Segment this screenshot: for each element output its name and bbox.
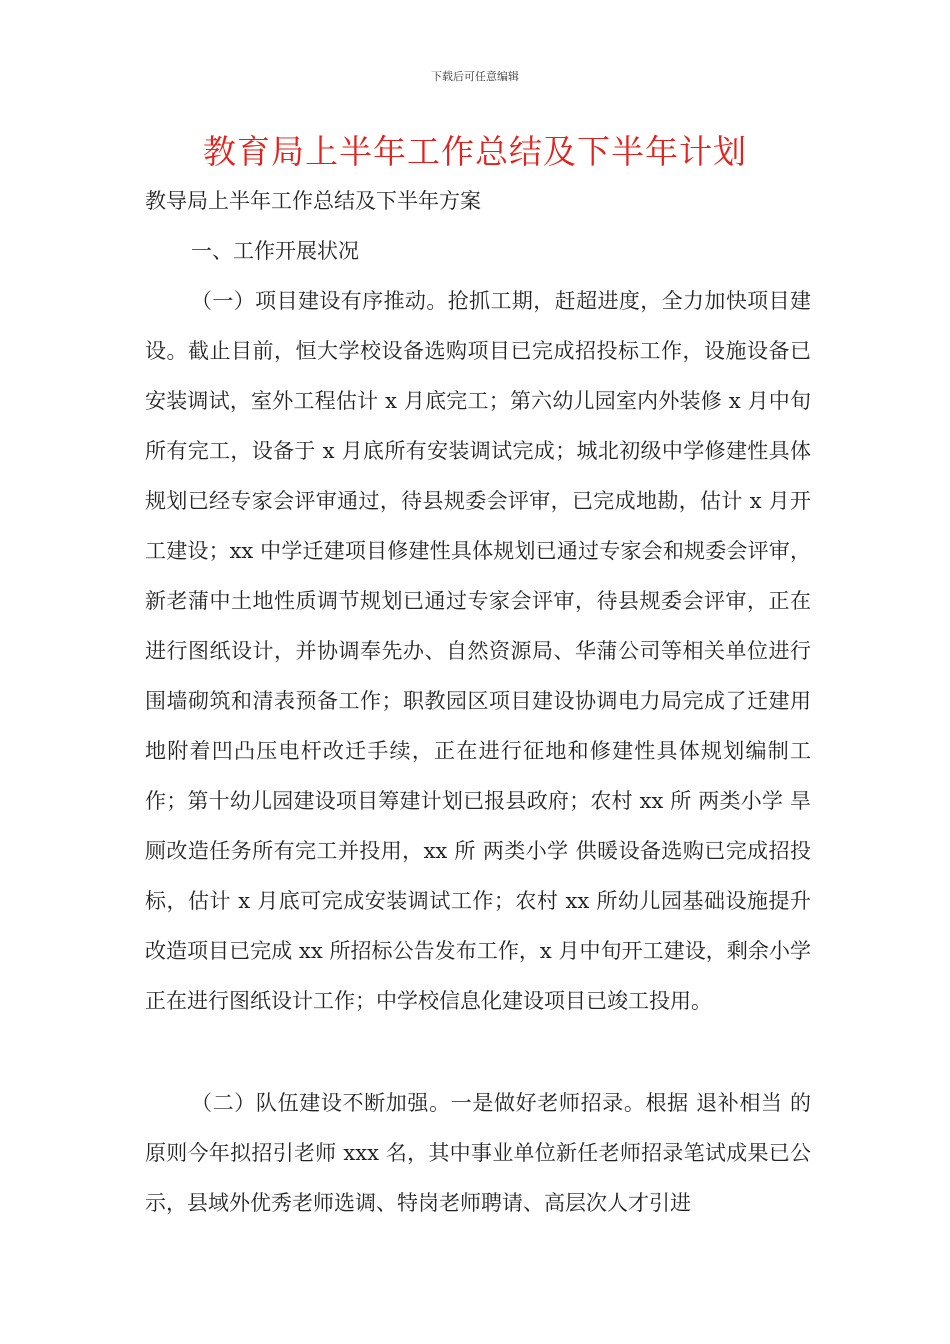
- header-note: 下载后可任意编辑: [431, 70, 519, 83]
- document-title: 教育局上半年工作总结及下半年计划: [203, 132, 747, 171]
- paragraph-team-building: （二）队伍建设不断加强。一是做好老师招录。根据 退补相当 的原则今年拟招引老师 xxx 名，其中事业单位新任老师招录笔试成果已公示，县域外优秀老师选调、特岗老师聘请、高层次人才引进: [145, 1091, 811, 1215]
- document-subtitle: 教导局上半年工作总结及下半年方案: [145, 189, 481, 213]
- paragraph-project-construction: （一）项目建设有序推动。抢抓工期，赶超进度，全力加快项目建设。截止目前，恒大学校设备选购项目已完成招投标工作，设施设备已安装调试，室外工程估计 x 月底完工；第六幼儿园室内外装修 x 月中旬所有完工，设备于 x 月底所有安装调试完成；城北初级中学修建性具体规划已经专家会评审通过，待县规委会评审，已完成地勘，估计 x 月开工建设；xx 中学迁建项目修建性具体规划已通过专家会和规委会评审，新老蒲中土地性质调节规划已通过专家会评审，待县规委会评审，正在进行图纸设计，并协调奉先办、自然资源局、华蒲公司等相关单位进行围墙砌筑和清表预备工作；职教园区项目建设协调电力局完成了迁建用地附着凹凸压电杆改迁手续，正在进行征地和修建性具体规划编制工作；第十幼儿园建设项目筹建计划已报县政府；农村 xx 所 两类小学 旱厕改造任务所有完工并投用，xx 所 两类小学 供暖设备选购已完成招投标，估计 x 月底可完成安装调试工作；农村 xx 所幼儿园基础设施提升改造项目已完成 xx 所招标公告发布工作，x 月中旬开工建设，剩余小学正在进行图纸设计工作；中学校信息化建设项目已竣工投用。: [145, 289, 811, 1013]
- section-heading: 一、工作开展状况: [191, 239, 359, 263]
